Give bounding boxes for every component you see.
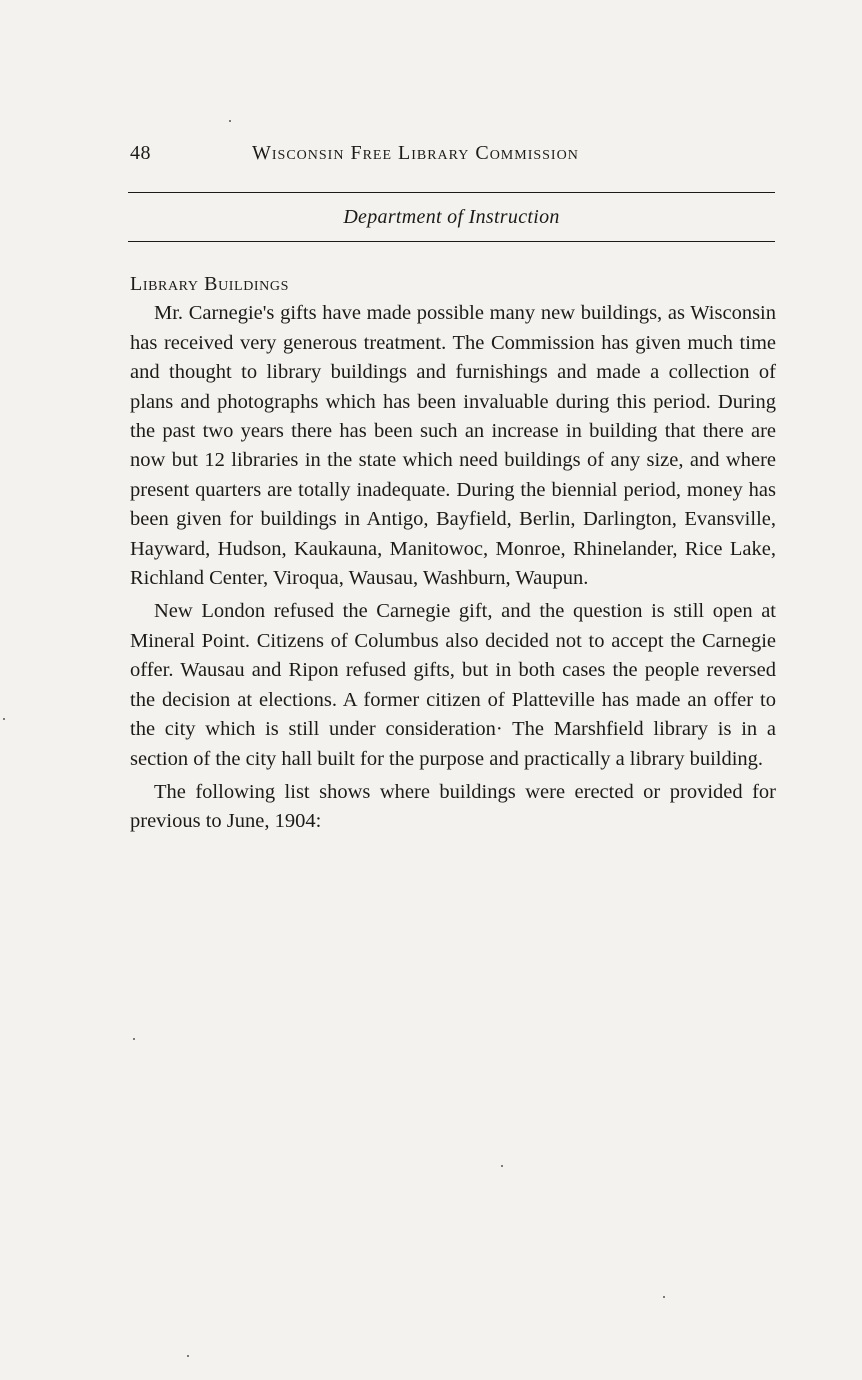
body-text <box>130 270 776 837</box>
paper-speck <box>187 1355 189 1357</box>
section-heading: Library Buildings <box>130 273 289 295</box>
running-head: Wisconsin Free Library Commission <box>252 142 579 164</box>
paragraph: Mr. Carnegie's gifts have made possible many new buildings, as Wisconsin has received very generous treatment. The Commission has given much time and thought to library buildings and furnishings and made a collection of plans and photographs which has been invaluable during this period. During the past two years there has been such an increase in building that there are now but 12 libraries in the state which need buildings of any size, and where present quarters are totally inadequate. During the biennial period, money has been given for buildings in Antigo, Bayfield, Berlin, Darlington, Evansville, Hayward, Hudson, Kaukauna, Manitowoc, Monroe, Rhinelander, Rice Lake, Richland Center, Viroqua, Wausau, Washburn, Waupun. <box>130 302 776 590</box>
department-title: Department of Instruction <box>343 206 560 228</box>
paper-speck <box>501 1165 503 1167</box>
paragraph: New London refused the Carnegie gift, and the question is still open at Mineral Point. Citizens of Columbus also decided not to accept the Carnegie offer. Wausau and Ripon refused gifts, but in both cases the people reversed the decision at elections. A former citizen of Platteville has made an offer to the city which is still under consideration· The Marshfield library is in a section of the city hall built for the purpose and practically a library building. <box>130 600 776 770</box>
paper-speck <box>133 1038 135 1040</box>
paper-speck <box>3 718 5 720</box>
paper-speck <box>229 120 231 122</box>
paragraph: The following list shows where buildings were erected or provided for previous to June, 1904: <box>130 780 776 833</box>
page-header <box>130 142 775 172</box>
header-rule-top <box>128 192 775 193</box>
header-rule-bottom <box>128 241 775 242</box>
paper-speck <box>663 1296 665 1298</box>
page-number: 48 <box>130 142 151 164</box>
